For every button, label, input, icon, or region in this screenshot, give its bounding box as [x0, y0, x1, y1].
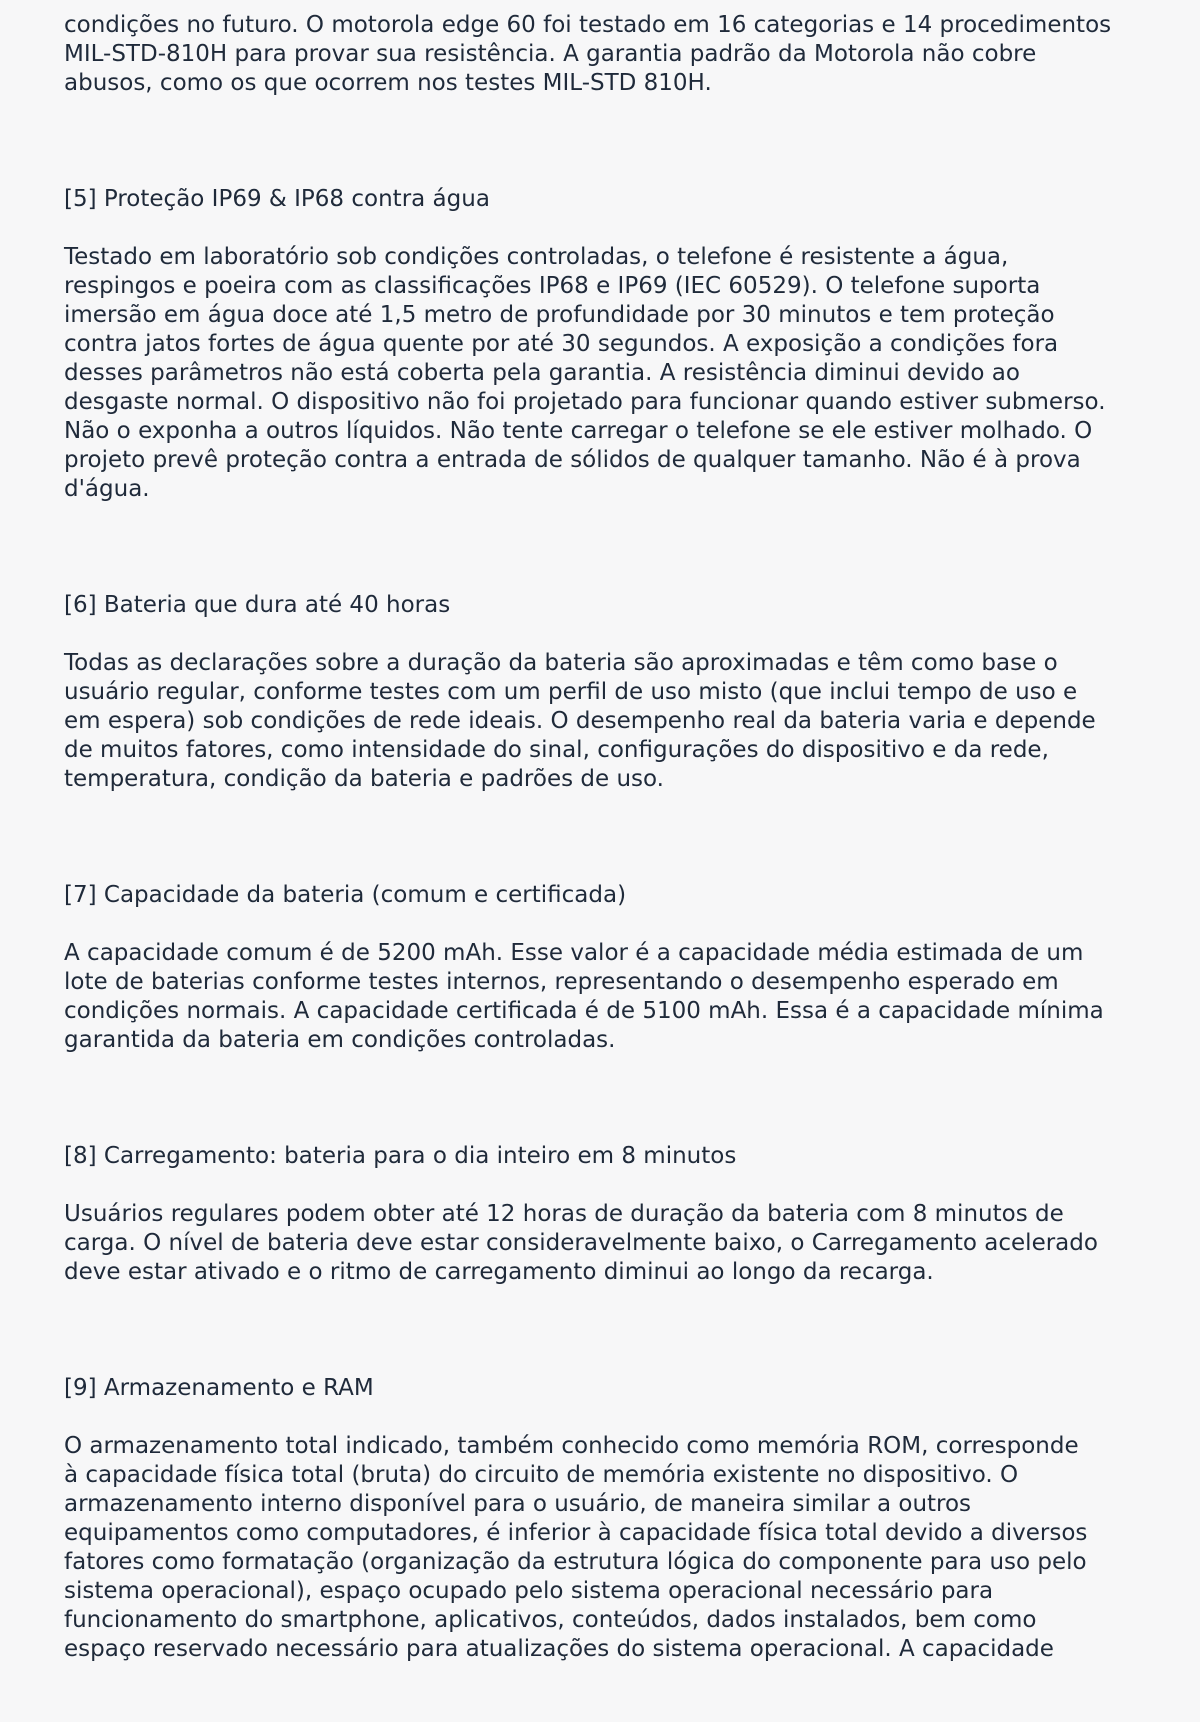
footnote-heading: [5] Proteção IP69 & IP68 contra água	[64, 186, 490, 212]
footnote-7	[64, 852, 1149, 1084]
footnote-9	[64, 1345, 1149, 1693]
footnote-6	[64, 562, 1149, 823]
footnote-body: A capacidade comum é de 5200 mAh. Esse valor é a capacidade média estimada de um lote de baterias conforme testes internos, representando o desempenho esperado em condições normais. A capacidade certificada é de 5100 mAh. Essa é a capacidade mínima garantida da bateria em condições controladas.	[64, 940, 1104, 1053]
footnote-5	[64, 156, 1149, 533]
footnote-4-continuation	[64, 0, 1149, 127]
footnote-body: O armazenamento total indicado, também conhecido como memória ROM, corresponde à capacidade física total (bruta) do circuito de memória existente no dispositivo. O armazenamento interno disponível para o usuário, de maneira similar a outros equipamentos como computadores, é inferior à capacidade física total devido a diversos fatores como formatação (organização da estrutura lógica do componente para uso pelo sistema operacional), espaço ocupado pelo sistema operacional necessário para funcionamento do smartphone, aplicativos, conteúdos, dados instalados, bem como espaço reservado necessário para atualizações do sistema operacional. A capacidade	[64, 1433, 1088, 1662]
footnotes-text	[64, 0, 1149, 1722]
footnote-heading: [6] Bateria que dura até 40 horas	[64, 592, 451, 618]
footnote-heading: [7] Capacidade da bateria (comum e certificada)	[64, 882, 627, 908]
footnote-heading: [8] Carregamento: bateria para o dia inteiro em 8 minutos	[64, 1143, 737, 1169]
footnote-8	[64, 1113, 1149, 1316]
footnote-body: Todas as declarações sobre a duração da bateria são aproximadas e têm como base o usuário regular, conforme testes com um perfil de uso misto (que inclui tempo de uso e em espera) sob condições de rede ideais. O desempenho real da bateria varia e depende de muitos fatores, como intensidade do sinal, configurações do dispositivo e da rede, temperatura, condição da bateria e padrões de uso.	[64, 650, 1096, 792]
footnote-body: Testado em laboratório sob condições controladas, o telefone é resistente a água, respingos e poeira com as classificações IP68 e IP69 (IEC 60529). O telefone suporta imersão em água doce até 1,5 metro de profundidade por 30 minutos e tem proteção contra jatos fortes de água quente por até 30 segundos. A exposição a condições fora desses parâmetros não está coberta pela garantia. A resistência diminui devido ao desgaste normal. O dispositivo não foi projetado para funcionar quando estiver submerso. Não o exponha a outros líquidos. Não tente carregar o telefone se ele estiver molhado. O projeto prevê proteção contra a entrada de sólidos de qualquer tamanho. Não é à prova d'água.	[64, 244, 1106, 502]
footnote-heading: [9] Armazenamento e RAM	[64, 1375, 374, 1401]
footnote-body: Usuários regulares podem obter até 12 horas de duração da bateria com 8 minutos de carga. O nível de bateria deve estar consideravelmente baixo, o Carregamento acelerado deve estar ativado e o ritmo de carregamento diminui ao longo da recarga.	[64, 1201, 1098, 1285]
footnote-body: condições no futuro. O motorola edge 60 foi testado em 16 categorias e 14 procedimentos MIL-STD-810H para provar sua resistência. A garantia padrão da Motorola não cobre abusos, como os que ocorrem nos testes MIL-STD 810H.	[64, 12, 1112, 96]
